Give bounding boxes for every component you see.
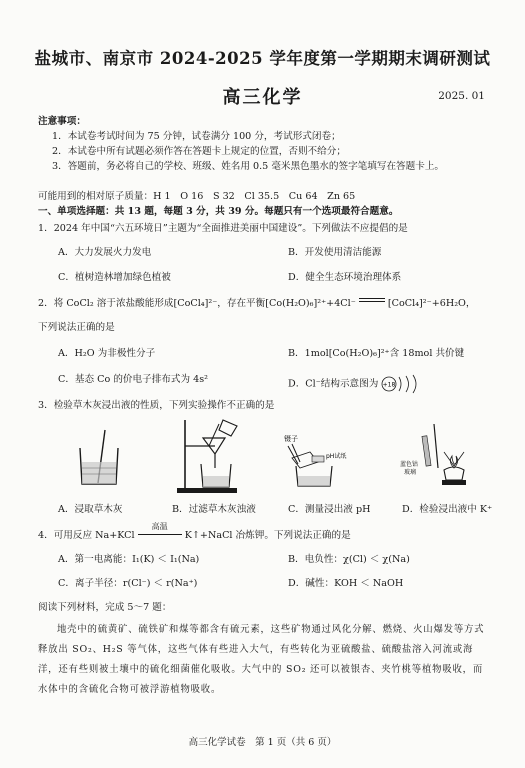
q1-option-d: D．健全生态环境治理体系 [288, 272, 402, 283]
question-1-stem: 1．2024 年中国“六五环境日”主题为“全面推进美丽中国建设”。下列做法不应提倡的是 [38, 223, 408, 234]
flame-test-diagram [398, 418, 478, 498]
q3-option-b: B．过滤草木灰浊液 [172, 504, 256, 515]
q1-option-b: B．开发使用清洁能源 [288, 247, 382, 258]
question-2-stem [38, 298, 476, 311]
ion-nucleus-label: +18 [383, 381, 396, 389]
beaker-stirring-diagram [70, 428, 130, 488]
filtration-setup-diagram [175, 416, 245, 496]
equilibrium-arrow-icon [359, 298, 385, 304]
notice-heading: 注意事项： [38, 116, 86, 127]
q3-option-c: C．测量浸出液 pH [288, 504, 371, 515]
q4-stem-end: K↑+NaCl 冶炼钾。下列说法正确的是 [184, 530, 351, 541]
q2-option-c: C．基态 Co 的价电子排布式为 4s² [58, 374, 209, 385]
q2-option-b: B．1mol[Co(H₂O)₆]²⁺含 18mol 共价键 [288, 348, 465, 359]
cobalt-glass-label-line2: 玻璃 [404, 469, 417, 476]
question-2-stem-line2: 下列说法正确的是 [38, 322, 115, 333]
chloride-ion-structure-icon [381, 374, 421, 394]
cobalt-glass-label-line1: 蓝色钴 [400, 461, 419, 468]
reading-paragraph: 地壳中的硫黄矿、硫铁矿和煤等都含有硫元素，这些矿物通过风化分解、燃烧、火山爆发等方式释放出 SO₂、H₂S 等气体，这些气体有些进入大气，有些转化为亚硫酸盐、硫酸盐溶入河流或海洋，还有些则被土壤中的硫化细菌催化吸收。大气中的 SO₂ 还可以被银杏、夹竹桃等植物吸收，而水体中的含硫化合物可被浮游植物吸收。 [38, 624, 485, 695]
section-heading: 一、单项选择题：共 13 题，每题 3 分，共 39 分。每题只有一个选项最符合题意。 [38, 206, 399, 217]
ph-test-diagram [278, 430, 358, 490]
high-temp-arrow [138, 522, 182, 543]
page-footer: 高三化学试卷 第 1 页（共 6 页） [188, 737, 337, 748]
q3-option-a: A．浸取草木灰 [58, 504, 123, 515]
notice-item: 3．答题前，务必将自己的学校、班级、姓名用 0.5 毫米黑色墨水的签字笔填写在答题卡上。 [52, 161, 445, 172]
q1-option-c: C．植树造林增加绿色植被 [58, 272, 171, 283]
q3-option-d: D．检验浸出液中 K⁺ [402, 504, 493, 515]
q2-option-a: A．H₂O 为非极性分子 [58, 348, 156, 359]
reading-intro: 阅读下列材料，完成 5～7 题： [38, 602, 172, 613]
question-4-stem [38, 522, 351, 543]
tweezers-label: 镊子 [284, 435, 298, 443]
atomic-masses: 可能用到的相对原子质量：H 1 O 16 S 32 Cl 35.5 Cu 64 Zn 65 [38, 191, 356, 202]
reaction-condition: 高温 [151, 522, 168, 531]
q2-option-d [288, 374, 421, 394]
ph-paper-label: pH试纸 [326, 453, 347, 460]
q2-option-d-text: D．Cl⁻结构示意图为 [288, 378, 379, 390]
q4-option-a: A．第一电离能：I₁(K) ＜ I₁(Na) [58, 554, 200, 565]
q2-stem-end: [CoCl₄]²⁻+6H₂O， [387, 298, 476, 309]
q4-option-d: D．碱性：KOH ＜ NaOH [288, 578, 404, 589]
q1-option-a: A．大力发展火力发电 [58, 247, 152, 258]
q4-option-b: B．电负性：χ(Cl) ＜ χ(Na) [288, 554, 410, 565]
exam-title: 盐城市、南京市 2024-2025 学年度第一学期期末调研测试 [34, 49, 491, 68]
q4-stem-start: 4．可用反应 Na+KCl [38, 530, 135, 541]
question-3-stem: 3．检验草木灰浸出液的性质，下列实验操作不正确的是 [38, 400, 275, 411]
q4-option-c: C．离子半径：r(Cl⁻) ＜ r(Na⁺) [58, 578, 198, 589]
notice-item: 1．本试卷考试时间为 75 分钟，试卷满分 100 分，考试形式闭卷； [52, 131, 341, 142]
reaction-arrow-icon [138, 534, 182, 535]
exam-subject: 高三化学 [222, 87, 303, 108]
exam-date: 2025. 01 [438, 90, 485, 102]
q2-stem-start: 2．将 CoCl₂ 溶于浓盐酸能形成[CoCl₄]²⁻，存在平衡[Co(H₂O)₆]²⁺+4Cl⁻ [38, 298, 356, 309]
notice-item: 2．本试卷中所有试题必须作答在答题卡上规定的位置，否则不给分； [52, 146, 346, 157]
